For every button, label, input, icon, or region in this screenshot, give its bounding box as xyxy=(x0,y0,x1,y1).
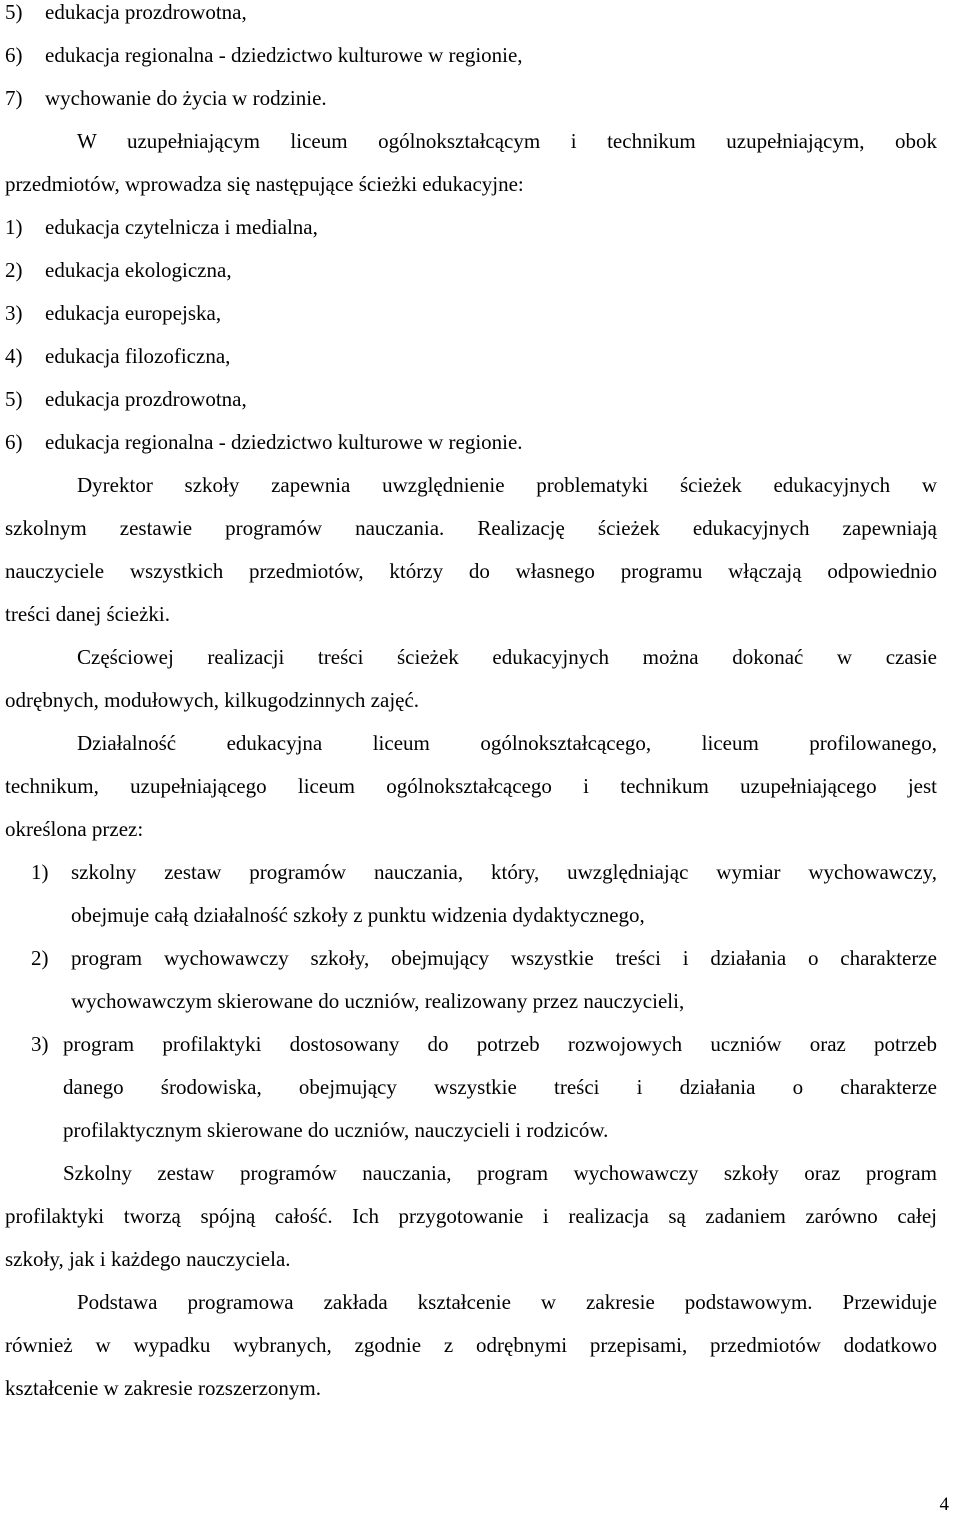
paragraph-director xyxy=(5,464,937,636)
text-line: profilaktyki tworzą spójną całość. Ich przygotowanie i realizacja są zadaniem zarówno całej xyxy=(5,1204,937,1228)
paragraph-set xyxy=(5,1152,937,1281)
list-item xyxy=(5,77,937,120)
list-number: 1) xyxy=(31,860,49,884)
list-text: program wychowawczy szkoły, obejmujący wszystkie treści i działania o charakterze xyxy=(71,946,937,970)
paragraph-partial xyxy=(5,636,937,722)
list-text-continued: wychowawczym skierowane do uczniów, realizowany przez nauczycieli, xyxy=(71,989,685,1013)
list-item xyxy=(5,249,937,292)
page-number: 4 xyxy=(939,1494,949,1515)
list-item xyxy=(5,0,937,34)
paragraph-activity xyxy=(5,722,937,851)
text-line: szkolnym zestawie programów nauczania. Realizację ścieżek edukacyjnych zapewniają xyxy=(5,516,937,540)
list-number: 4) xyxy=(5,344,23,368)
list-number: 5) xyxy=(5,0,23,24)
text-line: treści danej ścieżki. xyxy=(5,602,171,626)
text-line: Częściowej realizacji treści ścieżek edukacyjnych można dokonać w czasie xyxy=(77,645,937,669)
list-text: edukacja regionalna - dziedzictwo kulturowe w regionie. xyxy=(45,430,523,454)
list-text: edukacja prozdrowotna, xyxy=(45,387,247,411)
list-text: edukacja czytelnicza i medialna, xyxy=(45,215,318,239)
paragraph-basis xyxy=(5,1281,937,1410)
list-text-continued: danego środowiska, obejmujący wszystkie treści i działania o charakterze xyxy=(63,1075,937,1099)
list-number: 1) xyxy=(5,215,23,239)
list-text: szkolny zestaw programów nauczania, który, uwzględniając wymiar wychowawczy, xyxy=(71,860,937,884)
list-text: edukacja filozoficzna, xyxy=(45,344,231,368)
text-line: określona przez: xyxy=(5,817,144,841)
list-item xyxy=(5,292,937,335)
list-number: 2) xyxy=(31,946,49,970)
list-text-continued: profilaktycznym skierowane do uczniów, nauczycieli i rodziców. xyxy=(63,1118,609,1142)
text-line: kształcenie w zakresie rozszerzonym. xyxy=(5,1376,322,1400)
text-line: technikum, uzupełniającego liceum ogólnokształcącego i technikum uzupełniającego jest xyxy=(5,774,937,798)
text-line: odrębnych, modułowych, kilkugodzinnych zajęć. xyxy=(5,688,420,712)
list-number: 6) xyxy=(5,43,23,67)
list-number: 7) xyxy=(5,86,23,110)
list-number: 6) xyxy=(5,430,23,454)
list-number: 2) xyxy=(5,258,23,282)
list-item xyxy=(5,851,937,937)
list-item xyxy=(5,1023,937,1152)
document-page xyxy=(5,0,937,1410)
list-item xyxy=(5,34,937,77)
list-number: 5) xyxy=(5,387,23,411)
list-item xyxy=(5,421,937,464)
text-line: W uzupełniającym liceum ogólnokształcącym i technikum uzupełniającym, obok xyxy=(77,129,937,153)
list-number: 3) xyxy=(31,1032,49,1056)
text-line: przedmiotów, wprowadza się następujące ścieżki edukacyjne: xyxy=(5,172,524,196)
text-line: Szkolny zestaw programów nauczania, program wychowawczy szkoły oraz program xyxy=(63,1161,937,1185)
text-line: Działalność edukacyjna liceum ogólnokształcącego, liceum profilowanego, xyxy=(77,731,937,755)
list-text: edukacja prozdrowotna, xyxy=(45,0,247,24)
paragraph-intro xyxy=(5,120,937,206)
list-item xyxy=(5,335,937,378)
list-text: wychowanie do życia w rodzinie. xyxy=(45,86,327,110)
list-text: edukacja ekologiczna, xyxy=(45,258,232,282)
text-line: Dyrektor szkoły zapewnia uwzględnienie problematyki ścieżek edukacyjnych w xyxy=(77,473,937,497)
text-line: również w wypadku wybranych, zgodnie z odrębnymi przepisami, przedmiotów dodatkowo xyxy=(5,1333,937,1357)
list-text: edukacja europejska, xyxy=(45,301,222,325)
text-line: szkoły, jak i każdego nauczyciela. xyxy=(5,1247,291,1271)
text-line: Podstawa programowa zakłada kształcenie w zakresie podstawowym. Przewiduje xyxy=(77,1290,937,1314)
list-item xyxy=(5,206,937,249)
list-text: edukacja regionalna - dziedzictwo kulturowe w regionie, xyxy=(45,43,523,67)
list-text: program profilaktyki dostosowany do potrzeb rozwojowych uczniów oraz potrzeb xyxy=(63,1032,937,1056)
list-item xyxy=(5,937,937,1023)
list-item xyxy=(5,378,937,421)
list-number: 3) xyxy=(5,301,23,325)
list-text-continued: obejmuje całą działalność szkoły z punktu widzenia dydaktycznego, xyxy=(71,903,645,927)
text-line: nauczyciele wszystkich przedmiotów, którzy do własnego programu włączają odpowiednio xyxy=(5,559,937,583)
